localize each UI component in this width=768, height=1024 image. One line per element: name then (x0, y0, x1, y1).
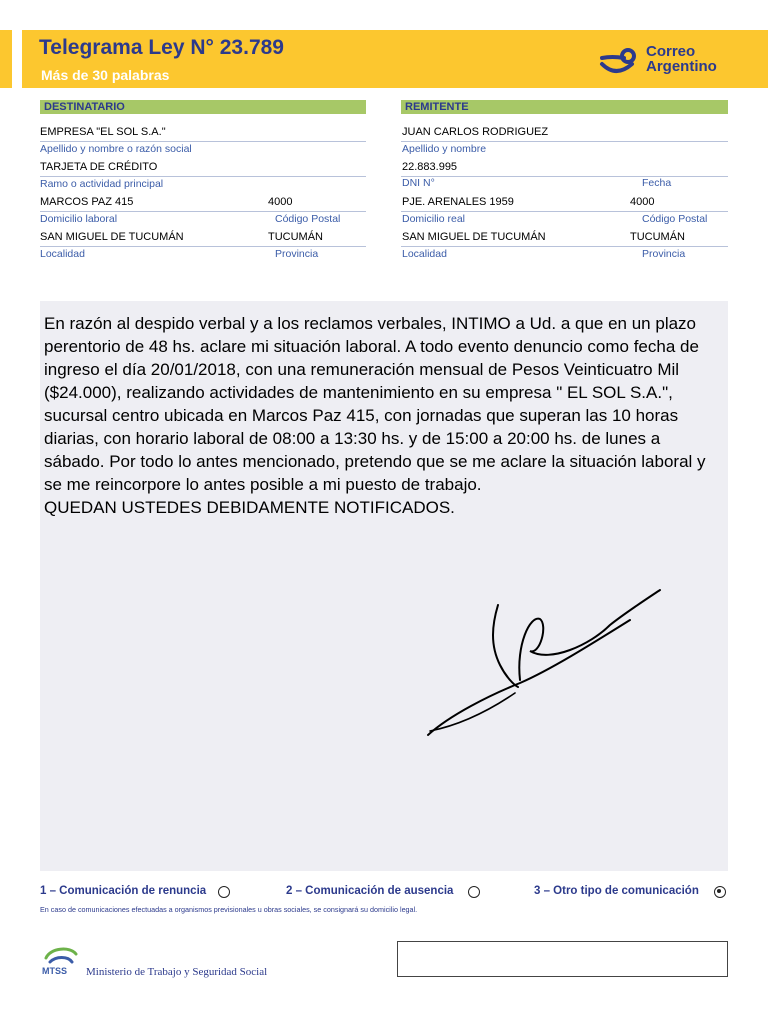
remitente-provincia-label: Provincia (642, 248, 686, 260)
option-renuncia-label: 1 – Comunicación de renuncia (40, 885, 207, 897)
mtss-acronym: MTSS (42, 966, 68, 976)
handwritten-signature (420, 585, 670, 745)
remitente-heading: REMITENTE (401, 100, 728, 114)
option-otro-label: 3 – Otro tipo de comunicación (534, 885, 699, 897)
destinatario-heading: DESTINATARIO (40, 100, 366, 114)
domicilio-legal-note: En caso de comunicaciones efectuadas a organismos previsionales u obras sociales, se consignará su domicilio legal. (40, 905, 418, 914)
logo-line1: Correo (646, 43, 696, 60)
divider (40, 211, 366, 212)
divider (401, 176, 728, 177)
option-ausencia-label: 2 – Comunicación de ausencia (286, 885, 454, 897)
remitente-cp: 4000 (630, 196, 655, 208)
remitente-fecha-label: Fecha (642, 177, 672, 189)
document-title: Telegrama Ley N° 23.789 (39, 36, 284, 59)
remitente-nombre: JUAN CARLOS RODRIGUEZ (402, 126, 549, 138)
destinatario-ramo: TARJETA DE CRÉDITO (40, 161, 158, 173)
option-renuncia-radio[interactable] (218, 886, 230, 898)
destinatario-provincia-label: Provincia (275, 248, 319, 260)
remitente-provincia: TUCUMÁN (630, 231, 685, 243)
remitente-dni-label: DNI N° (402, 177, 435, 189)
option-ausencia-radio[interactable] (468, 886, 480, 898)
destinatario-nombre-label: Apellido y nombre o razón social (40, 143, 192, 155)
remitente-cp-label: Código Postal (642, 213, 708, 225)
remitente-domicilio: PJE. ARENALES 1959 (402, 196, 514, 208)
remitente-localidad-label: Localidad (402, 248, 447, 260)
divider (40, 176, 366, 177)
destinatario-provincia: TUCUMÁN (268, 231, 323, 243)
destinatario-cp: 4000 (268, 196, 293, 208)
correo-argentino-logo-icon (598, 44, 638, 76)
destinatario-ramo-label: Ramo o actividad principal (40, 178, 164, 190)
divider (401, 246, 728, 247)
remitente-localidad: SAN MIGUEL DE TUCUMÁN (402, 231, 546, 243)
message-text (44, 312, 724, 519)
destinatario-cp-label: Código Postal (275, 213, 341, 225)
remitente-domicilio-label: Domicilio real (402, 213, 466, 225)
message-closing: QUEDAN USTEDES DEBIDAMENTE NOTIFICADOS. (44, 498, 455, 517)
header-left-tab (0, 30, 12, 88)
remitente-nombre-label: Apellido y nombre (402, 143, 487, 155)
correo-argentino-logo (598, 44, 738, 78)
message-body: En razón al despido verbal y a los reclamos verbales, INTIMO a Ud. a que en un plazo perentorio de 48 hs. aclare mi situación laboral. A todo evento denuncio como fecha de ingreso el día 20/01/2018, con una remuneración mensual de Pesos Veinticuatro Mil ($24.000), realizando actividades de mantenimiento en su empresa " EL SOL S.A.", sucursal centro ubicada en Marcos Paz 415, con jornadas que superan las 10 horas diarias, con horario laboral de 08:00 a 13:30 hs. y de 15:00 a 20:00 hs. de lunes a sábado. Por todo lo antes mencionado, pretendo que se me aclare la situación laboral y se me reincorpore lo antes posible a mi puesto de trabajo. (44, 314, 706, 494)
destinatario-domicilio: MARCOS PAZ 415 (40, 196, 134, 208)
option-otro-radio[interactable] (714, 886, 726, 898)
destinatario-localidad: SAN MIGUEL DE TUCUMÁN (40, 231, 184, 243)
divider (401, 141, 728, 142)
document-subtitle: Más de 30 palabras (41, 67, 170, 83)
header-left-gap (12, 30, 22, 88)
logo-line2: Argentino (646, 58, 717, 75)
divider (401, 211, 728, 212)
destinatario-nombre: EMPRESA "EL SOL S.A." (40, 126, 166, 138)
ministry-name: Ministerio de Trabajo y Seguridad Social (86, 966, 268, 978)
stamp-box[interactable] (397, 941, 728, 977)
divider (40, 246, 366, 247)
destinatario-domicilio-label: Domicilio laboral (40, 213, 118, 225)
divider (40, 141, 366, 142)
destinatario-localidad-label: Localidad (40, 248, 85, 260)
remitente-dni: 22.883.995 (402, 161, 458, 173)
